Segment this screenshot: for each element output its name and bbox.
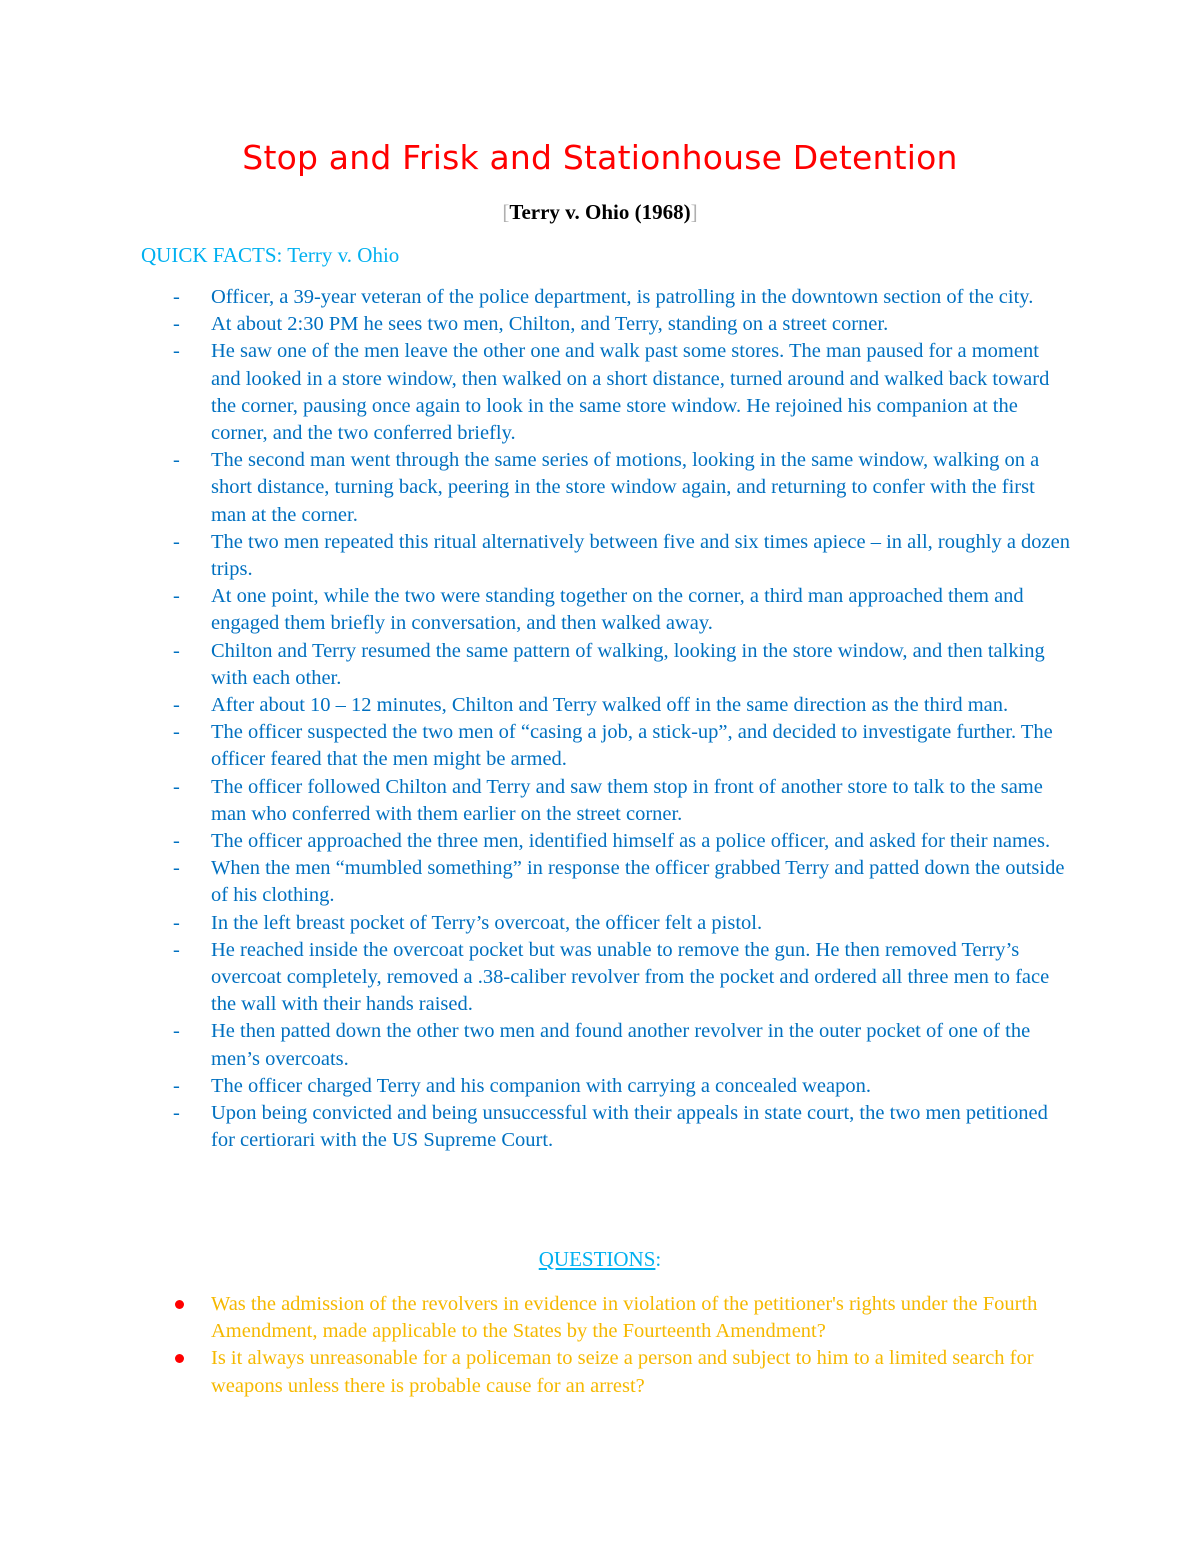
- dash-marker: -: [173, 449, 180, 472]
- fact-text: The officer approached the three men, identified himself as a police officer, and asked for their names.: [211, 830, 1051, 853]
- fact-text: He reached inside the overcoat pocket but was unable to remove the gun. He then removed Terry’s overcoat completely, removed a .38-caliber revolver from the pocket and ordered all three men to face the wall with their hands raised.: [211, 938, 1050, 1016]
- dash-marker: -: [173, 857, 180, 880]
- dash-marker: -: [173, 938, 180, 961]
- fact-text: The two men repeated this ritual alternatively between five and six times apiece – in all, roughly a dozen trips.: [211, 530, 1070, 581]
- case-name: Terry v. Ohio (1968): [509, 200, 691, 224]
- red-bullet-icon: [175, 1300, 184, 1309]
- dash-marker: -: [173, 1020, 180, 1043]
- fact-item: [0, 284, 1071, 311]
- question-item: [0, 1345, 1071, 1399]
- fact-item: [0, 529, 1071, 583]
- dash-marker: -: [173, 340, 180, 363]
- fact-item: [0, 447, 1071, 529]
- dash-marker: -: [173, 1102, 180, 1125]
- fact-item: [0, 937, 1071, 1019]
- question-text: Was the admission of the revolvers in evidence in violation of the petitioner's rights under the Fourth Amendment, made applicable to the States by the Fourteenth Amendment?: [211, 1293, 1038, 1343]
- dash-marker: -: [173, 775, 180, 798]
- dash-marker: -: [173, 313, 180, 336]
- fact-text: Chilton and Terry resumed the same pattern of walking, looking in the store window, and then talking with each other.: [211, 639, 1045, 689]
- case-citation: [0, 200, 1200, 225]
- question-text: Is it always unreasonable for a policeman to seize a person and subject to him to a limited search for weapons unless there is probable cause for an arrest?: [211, 1347, 1034, 1397]
- dash-marker: -: [173, 1074, 180, 1097]
- dash-marker: -: [173, 530, 180, 553]
- fact-text: He saw one of the men leave the other one and walk past some stores. The man paused for a moment and looked in a store window, then walked on a short distance, turned around and walked back toward the corner, pausing once again to look in the same store window. He rejoined his companion at the corner, and the two conferred briefly.: [211, 340, 1050, 445]
- fact-item: [0, 828, 1071, 855]
- document-title: Stop and Frisk and Stationhouse Detention: [242, 138, 958, 177]
- dash-marker: -: [173, 911, 180, 934]
- dash-marker: -: [173, 694, 180, 717]
- fact-item: [0, 338, 1071, 447]
- fact-item: [0, 1073, 1071, 1100]
- fact-text: Upon being convicted and being unsuccessful with their appeals in state court, the two men petitioned for certiorari with the US Supreme Court.: [211, 1102, 1048, 1152]
- questions-list: [0, 1291, 1200, 1400]
- fact-text: At one point, while the two were standing together on the corner, a third man approached them and engaged them briefly in conversation, and then walked away.: [211, 585, 1024, 635]
- red-bullet-icon: [175, 1354, 184, 1363]
- fact-item: [0, 638, 1071, 692]
- fact-item: [0, 583, 1071, 637]
- fact-text: The officer charged Terry and his companion with carrying a concealed weapon.: [211, 1074, 871, 1097]
- fact-text: He then patted down the other two men and found another revolver in the outer pocket of one of the men’s overcoats.: [211, 1020, 1031, 1070]
- fact-item: [0, 774, 1071, 828]
- fact-item: [0, 1100, 1071, 1154]
- quick-facts-heading: QUICK FACTS: Terry v. Ohio: [141, 243, 400, 267]
- questions-heading-text: QUESTIONS: [538, 1247, 656, 1271]
- fact-item: [0, 1018, 1071, 1072]
- question-item: [0, 1291, 1071, 1345]
- fact-text: In the left breast pocket of Terry’s overcoat, the officer felt a pistol.: [211, 911, 763, 934]
- dash-marker: -: [173, 585, 180, 608]
- fact-item: [0, 311, 1071, 338]
- fact-text: Officer, a 39-year veteran of the police department, is patrolling in the downtown section of the city.: [211, 286, 1034, 308]
- dash-marker: -: [173, 639, 180, 662]
- fact-text: The officer suspected the two men of “casing a job, a stick-up”, and decided to investigate further. The officer feared that the men might be armed.: [211, 721, 1053, 771]
- fact-item: [0, 692, 1071, 719]
- fact-text: When the men “mumbled something” in response the officer grabbed Terry and patted down the outside of his clothing.: [211, 857, 1065, 907]
- dash-marker: -: [173, 721, 180, 744]
- fact-item: [0, 855, 1071, 909]
- fact-text: At about 2:30 PM he sees two men, Chilton, and Terry, standing on a street corner.: [211, 313, 889, 336]
- close-bracket: ]: [690, 200, 698, 224]
- dash-marker: -: [173, 286, 180, 308]
- fact-text: The officer followed Chilton and Terry and saw them stop in front of another store to talk to the same man who conferred with them earlier on the street corner.: [211, 775, 1043, 825]
- open-bracket: [: [502, 200, 510, 224]
- fact-item: [0, 719, 1071, 773]
- questions-heading-colon: :: [655, 1247, 662, 1271]
- fact-text: The second man went through the same series of motions, looking in the same window, walking on a short distance, turning back, peering in the store window again, and returning to confer with the first man at the corner.: [211, 449, 1040, 526]
- facts-list: [0, 284, 1200, 1155]
- fact-item: [0, 910, 1071, 937]
- dash-marker: -: [173, 830, 180, 853]
- questions-heading: [0, 1247, 1200, 1272]
- fact-text: After about 10 – 12 minutes, Chilton and Terry walked off in the same direction as the third man.: [211, 694, 1009, 717]
